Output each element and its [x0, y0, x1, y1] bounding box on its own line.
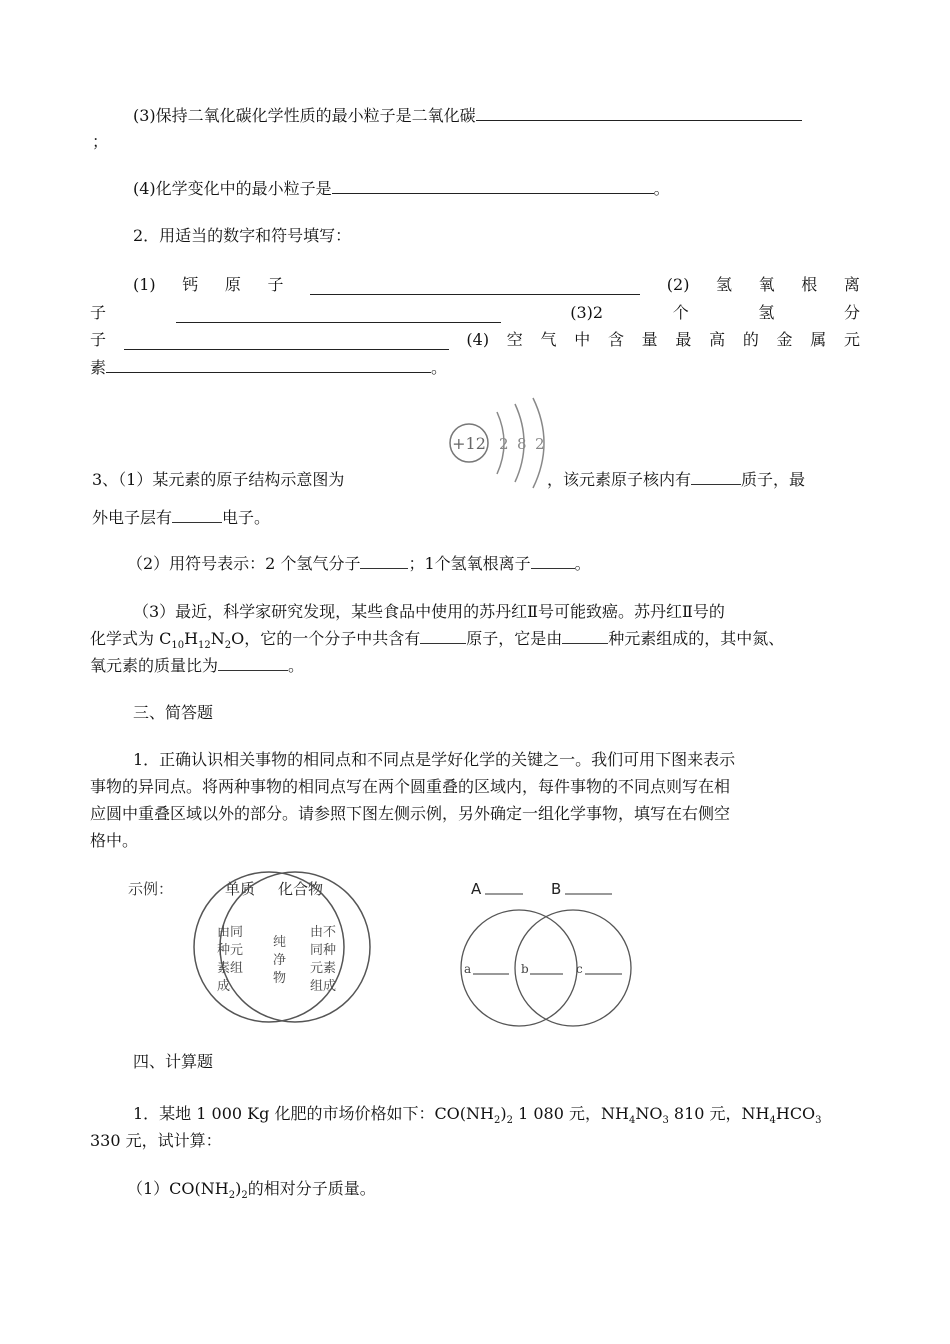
p2-char: 离	[843, 275, 860, 294]
right-title: 化合物	[278, 880, 324, 898]
p2-char: 氢	[716, 275, 733, 294]
p2-label: (2)	[666, 275, 690, 294]
p4-char: 含	[607, 330, 624, 349]
protons-blank[interactable]	[691, 470, 741, 485]
s3-q1-line1: 1．正确认识相关事物的相同点和不同点是学好化学的关键之一。我们可用下图来表示	[133, 750, 736, 769]
item3-line2	[92, 508, 270, 528]
s4-sub: 2	[241, 1190, 248, 1202]
elements-blank[interactable]	[562, 629, 608, 644]
p4-char: 高	[709, 330, 726, 349]
item3-q3-line2	[90, 629, 785, 652]
item3-q3-l3a: 氧元素的质量比为	[90, 656, 219, 675]
p4-char: 的	[742, 330, 759, 349]
s4-text: 810 元，NH	[668, 1104, 770, 1123]
region-c-label: c	[576, 962, 583, 976]
item3-q3-line3	[90, 656, 304, 676]
s4-sub: 2	[506, 1115, 513, 1127]
p3-label: (3)2	[570, 303, 604, 322]
item3-q2b: ；1个氢氧根离子	[408, 554, 531, 573]
section3-heading: 三、简答题	[133, 703, 214, 722]
item3-l2a: 外电子层有	[92, 508, 173, 527]
h2-molecules-blank[interactable]	[360, 554, 408, 569]
venn-example	[125, 872, 385, 1012]
p4-char: 量	[641, 330, 658, 349]
p4-char: 属	[810, 330, 827, 349]
item3-q3-line1: （3）最近，科学家研究发现，某些食品中使用的苏丹红Ⅱ号可能致癌。苏丹红Ⅱ号的	[133, 602, 725, 621]
p4-char: 中	[574, 330, 591, 349]
formula-o: O，它的一个分子中共含有	[231, 629, 421, 648]
p4-char: 最	[675, 330, 692, 349]
p1-char: 原	[224, 275, 241, 294]
p3-tail: 子	[90, 330, 107, 349]
item3-q2a: （2）用符号表示：2 个氢气分子	[127, 554, 361, 573]
right-region-text: 组成	[310, 979, 337, 994]
fill-line-2	[90, 303, 860, 323]
p1-char: 子	[267, 275, 284, 294]
p3-char: 分	[843, 303, 860, 322]
s4-sub1-text: 的相对分子质量。	[247, 1179, 376, 1198]
s4-sub1	[127, 1179, 376, 1202]
middle-region-text: 净	[273, 953, 287, 968]
s4-q1-line1	[133, 1104, 822, 1127]
section4-heading: 四、计算题	[133, 1052, 214, 1071]
s4-q1-line2: 330 元，试计算：	[90, 1131, 222, 1150]
item2-heading: 2．用适当的数字和符号填写：	[133, 226, 352, 245]
p4-char: 气	[540, 330, 557, 349]
p2-blank[interactable]	[176, 306, 501, 323]
example-label: 示例：	[128, 880, 174, 898]
s4-sub: 2	[228, 1190, 236, 1202]
item3-l1b: ，该元素原子核内有	[547, 470, 692, 489]
q3-line	[133, 104, 802, 126]
fill-line-1	[90, 275, 860, 295]
region-b-label: b	[521, 962, 529, 976]
right-region-text: 同种	[310, 943, 337, 958]
p4-blank[interactable]	[106, 356, 431, 373]
s4-text: 1 080 元，NH	[513, 1104, 629, 1123]
venn-blank-right-circle	[515, 910, 631, 1026]
s4-sub: 2	[494, 1115, 501, 1127]
p2-char: 氧	[758, 275, 775, 294]
p4-tail: 素	[90, 358, 107, 377]
hydroxide-blank[interactable]	[531, 554, 575, 569]
s4-text: )	[500, 1104, 507, 1123]
item3-line1-a: 3、（1）某元素的原子结构示意图为	[92, 470, 345, 489]
right-region-text: 元素	[310, 961, 337, 976]
item3-q2	[127, 554, 591, 574]
p1-label: (1)	[133, 275, 156, 294]
q3-end: ；	[92, 132, 109, 151]
item3-q3-l2b: 原子，它是由	[466, 629, 563, 648]
shell-count-2: 8	[517, 435, 527, 453]
s3-q1-line2: 事物的异同点。将两种事物的相同点写在两个圆重叠的区域内，每件事物的不同点则写在相	[90, 777, 731, 796]
item3-q3-l3b: 。	[288, 656, 305, 675]
s3-q1-line4: 格中。	[90, 831, 139, 850]
right-region-text: 由不	[310, 925, 337, 940]
region-a-label: a	[464, 962, 472, 976]
p4-line-end	[90, 356, 447, 378]
formula-c: 化学式为 C	[90, 629, 172, 648]
item3-l2b: 电子。	[222, 508, 271, 527]
s4-sub: 3	[815, 1115, 822, 1127]
p4-end: 。	[431, 358, 448, 377]
p2-char: 根	[801, 275, 818, 294]
nucleus-charge: +12	[452, 434, 486, 453]
p4-char: 元	[843, 330, 860, 349]
s4-text: 1．某地 1 000 Kg 化肥的市场价格如下：CO(NH	[133, 1104, 494, 1123]
set-a-label: A	[471, 880, 482, 898]
q4-line	[133, 177, 670, 199]
p3-char: 氢	[758, 303, 775, 322]
set-b-label: B	[551, 880, 562, 898]
s4-text: NO	[635, 1104, 663, 1123]
fill-line-3	[90, 330, 860, 350]
q4-blank[interactable]	[332, 177, 654, 194]
shell-count-3: 2	[535, 435, 545, 453]
item3-l1c: 质子，最	[741, 470, 806, 489]
q3-blank[interactable]	[476, 104, 802, 121]
s3-q1-line3: 应圆中重叠区域以外的部分。请参照下图左侧示例，另外确定一组化学事物，填写在右侧空	[90, 804, 731, 823]
p2-tail: 子	[90, 303, 107, 322]
atom-structure-diagram	[445, 398, 555, 488]
left-title: 单质	[225, 880, 256, 898]
left-region-text: 由同	[217, 925, 244, 940]
outer-electrons-blank[interactable]	[172, 508, 222, 523]
q3-text: (3)保持二氧化碳化学性质的最小粒子是二氧化碳	[133, 106, 476, 125]
p1-blank[interactable]	[310, 278, 640, 295]
item3-line1-b	[547, 470, 805, 490]
formula-sub: 2	[224, 640, 232, 652]
item3-q2c: 。	[574, 554, 591, 573]
item3-q3-l2c: 种元素组成的，其中氮、	[608, 629, 785, 648]
p3-char: 个	[672, 303, 689, 322]
venn-blank	[455, 872, 635, 1022]
left-region-text: 成	[217, 979, 231, 994]
formula-n: N	[210, 629, 225, 648]
p4-label: (4)	[466, 330, 490, 349]
formula-sub: 12	[198, 640, 211, 652]
middle-region-text: 物	[273, 971, 287, 986]
p1-char: 钙	[182, 275, 199, 294]
p4-char: 空	[506, 330, 523, 349]
q4-text: (4)化学变化中的最小粒子是	[133, 179, 332, 198]
mass-ratio-blank[interactable]	[218, 656, 288, 671]
s4-sub1-text: （1）CO(NH	[127, 1179, 229, 1198]
s4-sub: 4	[628, 1115, 636, 1127]
atoms-blank[interactable]	[420, 629, 466, 644]
left-region-text: 种元	[217, 943, 244, 958]
p3-blank[interactable]	[124, 333, 449, 350]
q4-end: 。	[653, 179, 670, 198]
s4-text: HCO	[775, 1104, 816, 1123]
middle-region-text: 纯	[273, 935, 287, 950]
formula-h: H	[184, 629, 199, 648]
s4-sub1-text: )	[235, 1179, 242, 1198]
p4-char: 金	[776, 330, 793, 349]
formula-sub: 10	[171, 640, 185, 652]
s4-sub: 4	[769, 1115, 776, 1127]
shell-count-1: 2	[499, 435, 509, 453]
venn-blank-left-circle	[461, 910, 577, 1026]
s4-sub: 3	[662, 1115, 669, 1127]
left-region-text: 素组	[217, 961, 244, 976]
